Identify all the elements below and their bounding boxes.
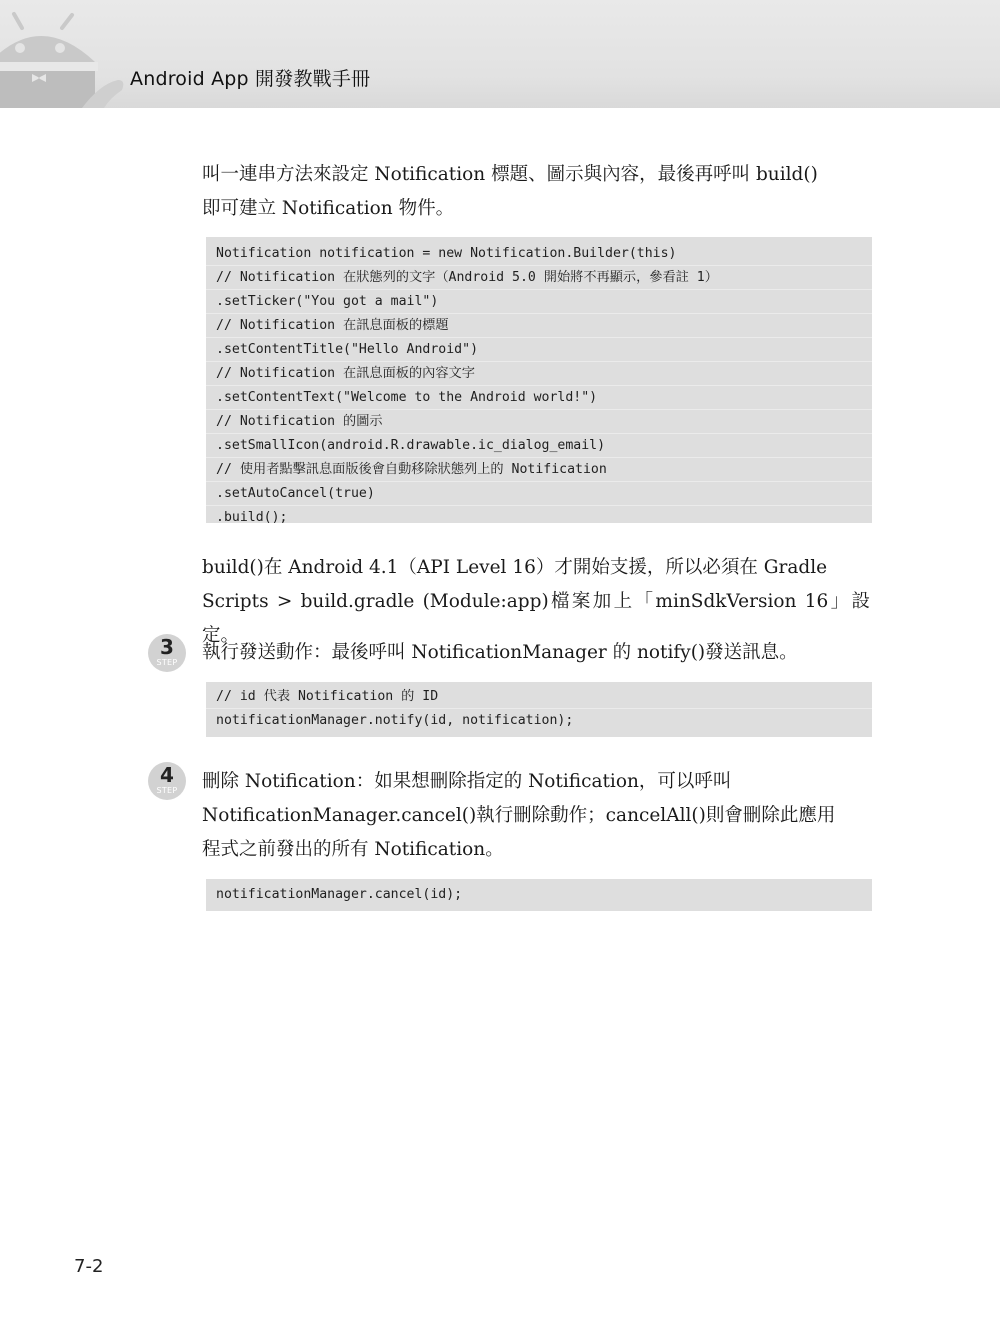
code-comment: // Notification 在訊息面板的內容文字 bbox=[206, 362, 872, 386]
code-line: .setContentText("Welcome to the Android world!") bbox=[206, 386, 872, 410]
code-line: Notification notification = new Notification.Builder(this) bbox=[206, 242, 872, 266]
code-comment: // Notification 在狀態列的文字（Android 5.0 開始將不再顯示，參看註 1） bbox=[206, 266, 872, 290]
step4-paragraph bbox=[202, 765, 870, 867]
code-line: .setContentTitle("Hello Android") bbox=[206, 338, 872, 362]
step-label: STEP bbox=[156, 658, 178, 667]
step3-paragraph: 執行發送動作：最後呼叫 NotificationManager 的 notify()發送訊息。 bbox=[202, 642, 798, 663]
page-number: 7-2 bbox=[74, 1256, 104, 1277]
android-robot-icon bbox=[0, 0, 130, 108]
code-line: notificationManager.notify(id, notification); bbox=[216, 713, 574, 728]
step4-line-1: 刪除 Notification：如果想刪除指定的 Notification，可以呼叫 bbox=[202, 771, 732, 792]
code-line: notificationManager.cancel(id); bbox=[216, 887, 463, 902]
book-title: Android App 開發教戰手冊 bbox=[130, 68, 371, 90]
intro-line-1: 叫一連串方法來設定 Notification 標題、圖示與內容，最後再呼叫 build() bbox=[202, 164, 818, 185]
step4-line-3: 程式之前發出的所有 Notification。 bbox=[202, 839, 504, 860]
build-note-line-2: Scripts > build.gradle (Module:app)檔案加上「minSdkVersion 16」設定。 bbox=[202, 591, 870, 646]
step-badge-3 bbox=[148, 634, 186, 672]
build-note-line-1: build()在 Android 4.1（API Level 16）才開始支援，所以必須在 Gradle bbox=[202, 557, 828, 578]
code-line: .setTicker("You got a mail") bbox=[206, 290, 872, 314]
step-label: STEP bbox=[156, 786, 178, 795]
intro-paragraph bbox=[202, 158, 870, 226]
code-line: .setAutoCancel(true) bbox=[206, 482, 872, 506]
step-number: 3 bbox=[160, 635, 174, 659]
code-comment: // id 代表 Notification 的 ID bbox=[206, 685, 872, 709]
code-comment: // Notification 的圖示 bbox=[206, 410, 872, 434]
code-line: .setSmallIcon(android.R.drawable.ic_dialog_email) bbox=[206, 434, 872, 458]
step-badge-4 bbox=[148, 762, 186, 800]
code-line: .build(); bbox=[216, 510, 288, 525]
code-block-cancel bbox=[206, 879, 872, 911]
code-block-notify bbox=[206, 682, 872, 737]
code-block-builder bbox=[206, 237, 872, 523]
code-comment: // 使用者點擊訊息面版後會自動移除狀態列上的 Notification bbox=[206, 458, 872, 482]
page-header bbox=[0, 0, 1000, 108]
step-number: 4 bbox=[160, 763, 174, 787]
intro-line-2: 即可建立 Notification 物件。 bbox=[202, 198, 455, 219]
code-comment: // Notification 在訊息面板的標題 bbox=[206, 314, 872, 338]
step4-line-2: NotificationManager.cancel()執行刪除動作；cancelAll()則會刪除此應用 bbox=[202, 805, 836, 826]
